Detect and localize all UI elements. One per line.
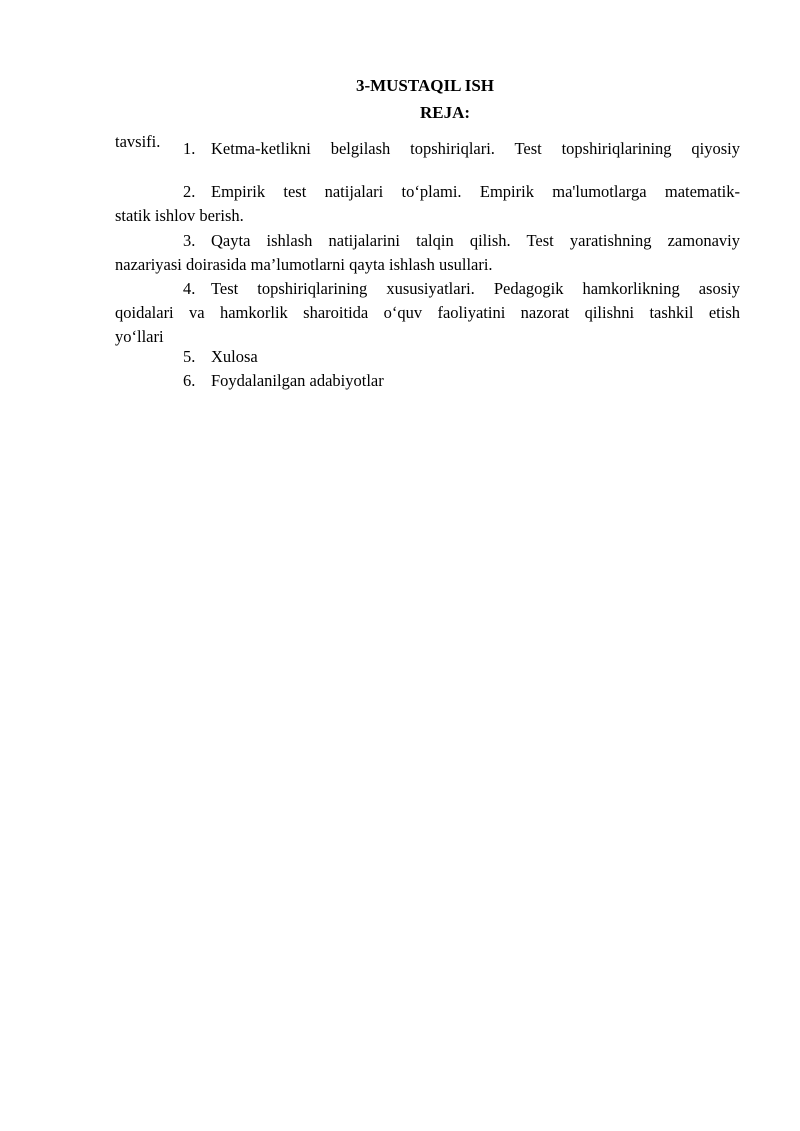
item-4-number: 4.	[183, 279, 196, 298]
item-4-text: Test topshiriqlarining xususiyatlari. Pedagogik hamkorlikning asosiy	[211, 279, 740, 298]
item-4-continuation-2: yo‘llari	[115, 327, 164, 346]
plan-heading: REJA:	[419, 103, 471, 122]
item-4-line	[183, 279, 740, 299]
item-1-number: 1.	[183, 139, 196, 158]
document-title: 3-MUSTAQIL ISH	[355, 76, 495, 95]
item-3-line	[183, 231, 740, 251]
item-5-text: Xulosa	[211, 347, 258, 366]
item-4-continuation: qoidalari va hamkorlik sharoitida o‘quv faoliyatini nazorat qilishni tashkil etish	[115, 303, 740, 322]
item-3-number: 3.	[183, 231, 196, 250]
item-5-line	[183, 347, 258, 367]
item-1-continuation: tavsifi.	[115, 132, 161, 151]
item-3-continuation: nazariyasi doirasida ma’lumotlarni qayta ishlash usullari.	[115, 255, 493, 274]
item-2-continuation: statik ishlov berish.	[115, 206, 244, 225]
item-5-number: 5.	[183, 347, 196, 366]
item-2-line	[183, 182, 740, 202]
item-2-number: 2.	[183, 182, 196, 201]
item-3-text: Qayta ishlash natijalarini talqin qilish. Test yaratishning zamonaviy	[211, 231, 740, 250]
item-6-line	[183, 371, 384, 391]
item-1-line	[183, 139, 740, 159]
item-1-text: Ketma-ketlikni belgilash topshiriqlari. Test topshiriqlarining qiyosiy	[211, 139, 740, 158]
item-6-number: 6.	[183, 371, 196, 390]
item-6-text: Foydalanilgan adabiyotlar	[211, 371, 384, 390]
item-2-text: Empirik test natijalari to‘plami. Empirik ma'lumotlarga matematik-	[211, 182, 740, 201]
